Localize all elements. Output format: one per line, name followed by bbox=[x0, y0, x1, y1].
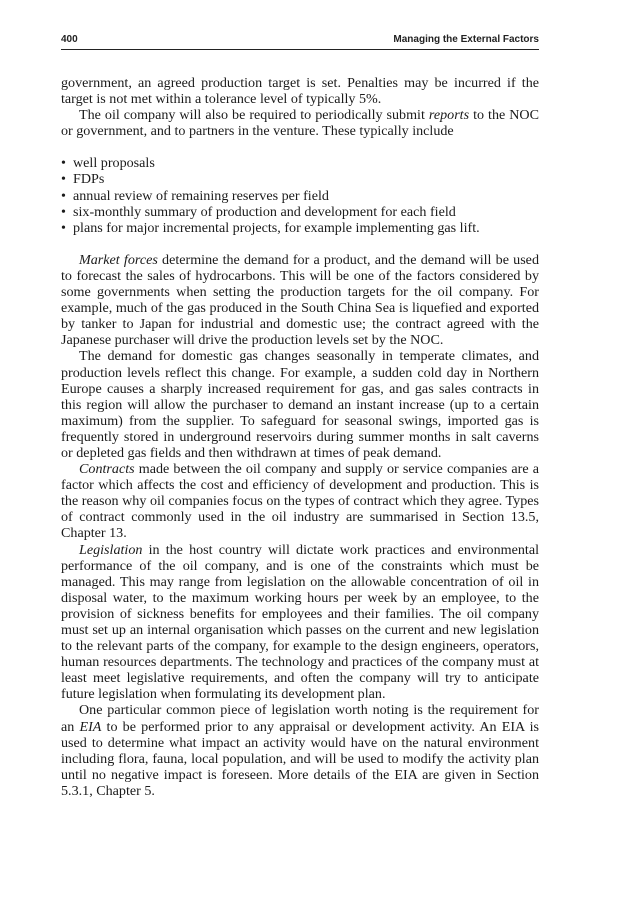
running-header bbox=[61, 34, 539, 50]
bullet-marker: • bbox=[61, 155, 66, 172]
paragraph-eia bbox=[61, 702, 539, 799]
legislation-term: Legislation bbox=[79, 541, 143, 558]
contracts-text: made between the oil company and supply or service companies are a factor which affects the cost and efficiency of development and production. This is the reason why oil companies focus on the types of contract which they agree. Types of contract commonly used in the oil industry are summarised in Section 13.5, Chapter 13. bbox=[61, 461, 539, 542]
list-item-text: six-monthly summary of production and development for each field bbox=[73, 203, 456, 220]
reports-text-start: The oil company will also be required to periodically submit bbox=[79, 107, 429, 124]
eia-term: EIA bbox=[79, 718, 102, 735]
eia-text-end: to be performed prior to any appraisal or development activity. An EIA is used to determine what impact an activity would have on the natural environment including flora, fauna, local population, and will be used to modify the activity plan until no negative impact is foreseen. More details of the EIA are given in Section 5.3.1, Chapter 5. bbox=[61, 718, 539, 799]
market-forces-text: determine the demand for a product, and the demand will be used to forecast the sales of hydrocarbons. This will be one of the factors considered by some governments when setting the production targets for the oil company. For example, much of the gas produced in the South China Sea is liquefied and exported by tanker to Japan for industrial and domestic use; the contract agreed with the Japanese purchaser will drive the production levels set by the NOC. bbox=[61, 251, 539, 349]
bullet-marker: • bbox=[61, 187, 66, 204]
list-item-text: annual review of remaining reserves per field bbox=[73, 187, 329, 204]
eia-text-start: One particular common piece of legislation worth noting is the requirement for an bbox=[61, 702, 539, 735]
report-list bbox=[61, 155, 539, 235]
paragraph-market-forces bbox=[61, 252, 539, 349]
bullet-marker: • bbox=[61, 203, 66, 220]
list-item bbox=[61, 171, 539, 187]
page bbox=[61, 34, 539, 799]
paragraph-reports bbox=[61, 107, 539, 139]
paragraph-legislation bbox=[61, 542, 539, 703]
running-title: Managing the External Factors bbox=[393, 34, 539, 45]
paragraph-production-target: government, an agreed production target is set. Penalties may be incurred if the target is not met within a tolerance level of typically 5%. bbox=[61, 75, 539, 108]
list-item bbox=[61, 188, 539, 204]
paragraph-domestic-demand: The demand for domestic gas changes seasonally in temperate climates, and production levels reflect this change. For example, a sudden cold day in Northern Europe causes a sharply increased requirement for gas, and gas sales contracts in this region will allow the purchaser to demand an instant increase (up to a certain maximum) from the supplier. To safeguard for seasonal swings, imported gas is frequently stored in underground reservoirs during summer months in salt caverns or depleted gas fields and then withdrawn at times of peak demand. bbox=[61, 348, 539, 461]
list-item-text: plans for major incremental projects, for example implementing gas lift. bbox=[73, 219, 480, 236]
reports-text-end: to the NOC or government, and to partners in the venture. These typically include bbox=[61, 107, 540, 140]
list-item-text: well proposals bbox=[73, 155, 155, 172]
market-forces-term: Market forces bbox=[79, 251, 158, 268]
list-item bbox=[61, 220, 539, 236]
legislation-text: in the host country will dictate work practices and environmental performance of the oil company, and is one of the constraints which must be managed. This may range from legislation on the allowable concentration of oil in disposal water, to the maximum working hours per week by an employee, to the provision of sickness benefits for employees and their families. The oil company must set up an internal organisation which passes on the current and new legislation to the relevant parts of the company, for example to the design engineers, operators, human resources departments. The technology and practices of the company must at least meet legislative requirements, and often the company will try to anticipate future legislation when formulating its development plan. bbox=[61, 541, 539, 703]
list-item bbox=[61, 155, 539, 171]
body-text bbox=[61, 75, 539, 799]
contracts-term: Contracts bbox=[79, 461, 135, 478]
list-item-text: FDPs bbox=[73, 171, 105, 188]
list-item bbox=[61, 204, 539, 220]
page-number: 400 bbox=[61, 34, 78, 45]
bullet-marker: • bbox=[61, 171, 66, 188]
reports-term: reports bbox=[428, 107, 470, 124]
paragraph-contracts bbox=[61, 461, 539, 541]
bullet-marker: • bbox=[61, 219, 66, 236]
